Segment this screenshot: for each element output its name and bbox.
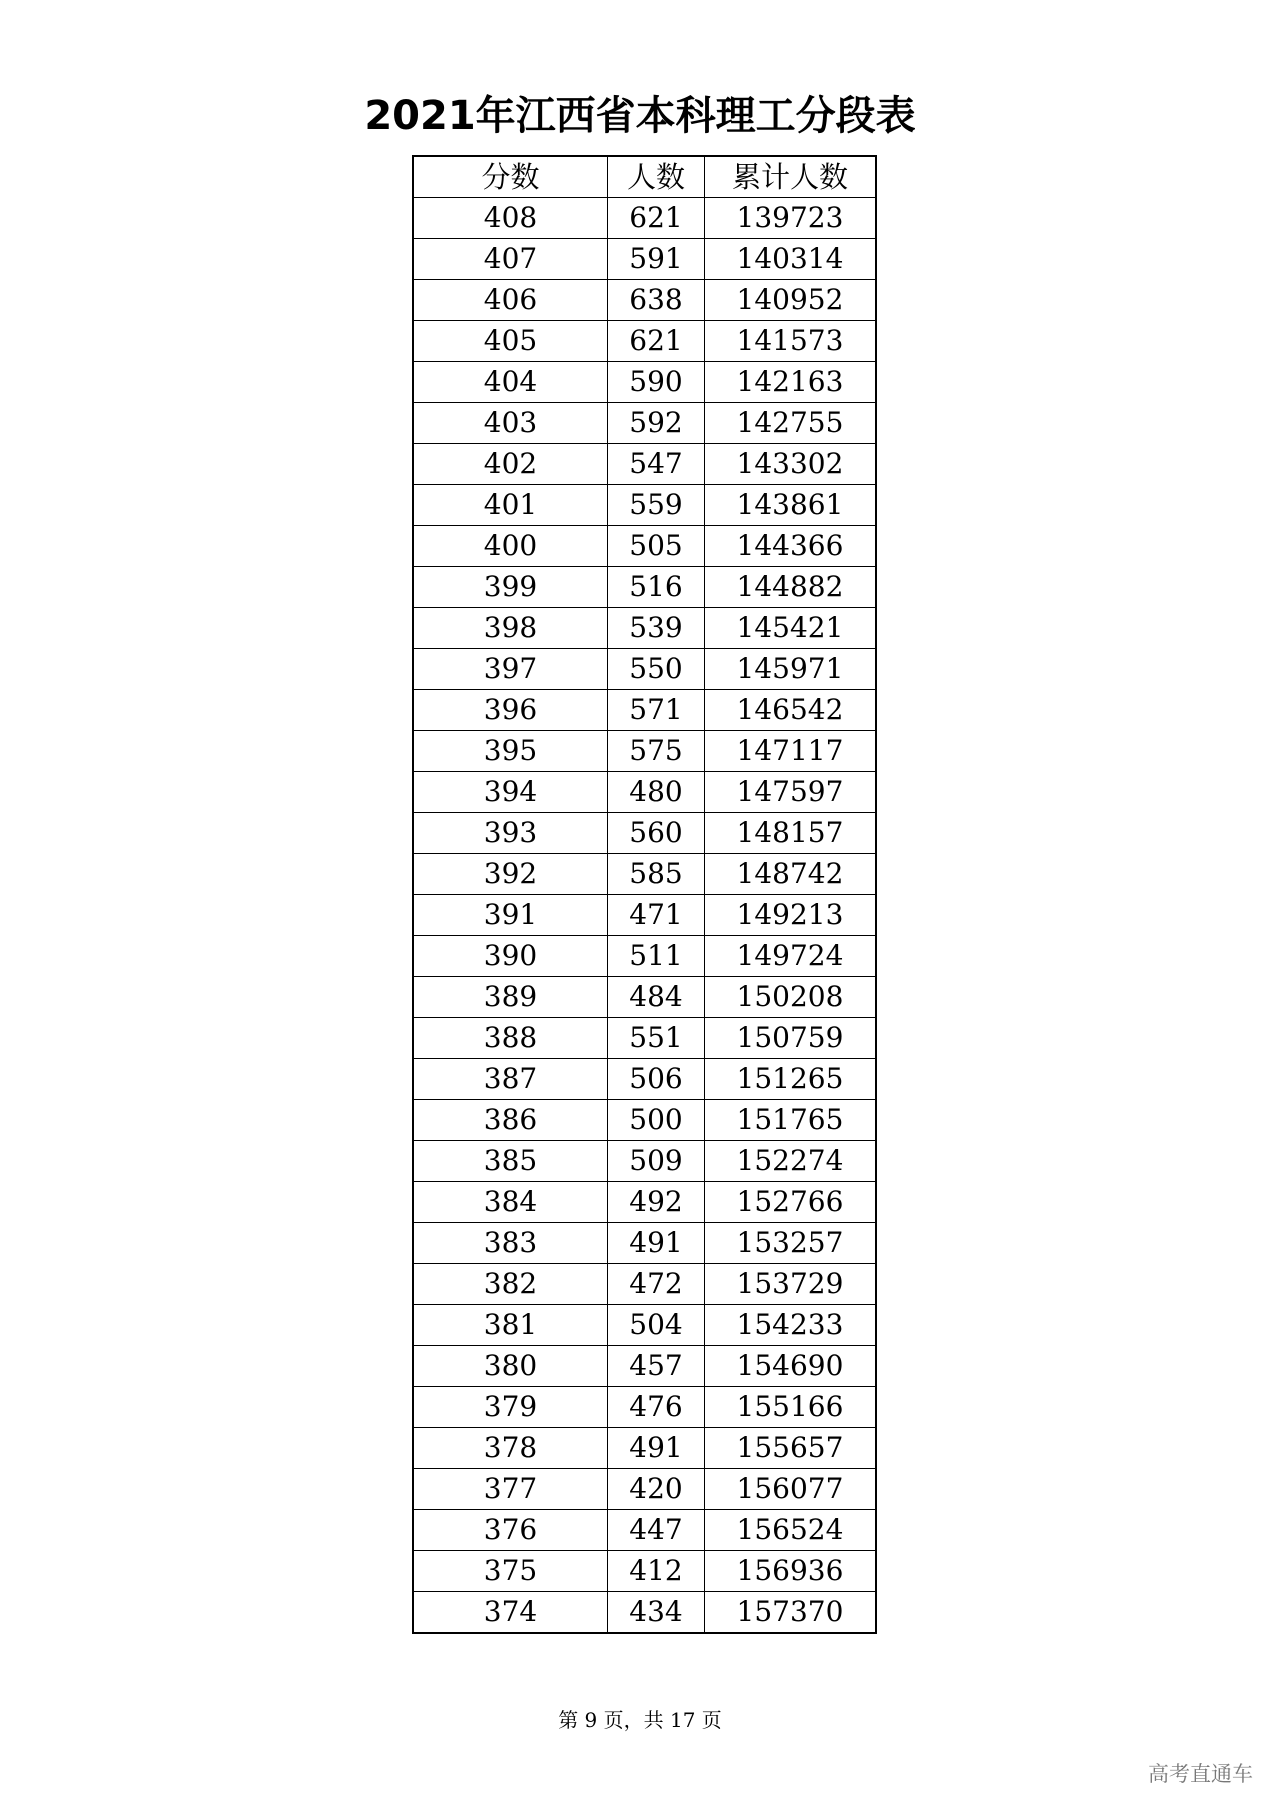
cumulative-cell: 147597 (705, 772, 877, 813)
header-score: 分数 (413, 156, 608, 198)
count-cell: 571 (608, 690, 705, 731)
table-row (413, 813, 876, 854)
count-cell: 491 (608, 1428, 705, 1469)
score-cell: 407 (413, 239, 608, 280)
count-cell: 638 (608, 280, 705, 321)
count-cell: 472 (608, 1264, 705, 1305)
table-row (413, 895, 876, 936)
count-cell: 506 (608, 1059, 705, 1100)
cumulative-cell: 144366 (705, 526, 877, 567)
cumulative-cell: 154690 (705, 1346, 877, 1387)
count-cell: 480 (608, 772, 705, 813)
table-row (413, 1141, 876, 1182)
count-cell: 504 (608, 1305, 705, 1346)
score-cell: 394 (413, 772, 608, 813)
cumulative-cell: 143861 (705, 485, 877, 526)
cumulative-cell: 152274 (705, 1141, 877, 1182)
score-cell: 374 (413, 1592, 608, 1634)
score-cell: 382 (413, 1264, 608, 1305)
cumulative-cell: 151765 (705, 1100, 877, 1141)
score-cell: 380 (413, 1346, 608, 1387)
table-row (413, 1100, 876, 1141)
score-cell: 396 (413, 690, 608, 731)
table-row (413, 608, 876, 649)
score-cell: 387 (413, 1059, 608, 1100)
table-row (413, 198, 876, 239)
cumulative-cell: 149213 (705, 895, 877, 936)
score-cell: 379 (413, 1387, 608, 1428)
table-row (413, 731, 876, 772)
score-cell: 398 (413, 608, 608, 649)
score-cell: 391 (413, 895, 608, 936)
count-cell: 560 (608, 813, 705, 854)
table-row (413, 567, 876, 608)
count-cell: 447 (608, 1510, 705, 1551)
cumulative-cell: 156077 (705, 1469, 877, 1510)
score-cell: 388 (413, 1018, 608, 1059)
score-cell: 386 (413, 1100, 608, 1141)
cumulative-cell: 155166 (705, 1387, 877, 1428)
score-cell: 401 (413, 485, 608, 526)
count-cell: 505 (608, 526, 705, 567)
count-cell: 547 (608, 444, 705, 485)
table-row (413, 690, 876, 731)
score-cell: 399 (413, 567, 608, 608)
count-cell: 509 (608, 1141, 705, 1182)
cumulative-cell: 148742 (705, 854, 877, 895)
count-cell: 492 (608, 1182, 705, 1223)
count-cell: 551 (608, 1018, 705, 1059)
table-row (413, 1346, 876, 1387)
cumulative-cell: 150208 (705, 977, 877, 1018)
table-row (413, 1018, 876, 1059)
table-row (413, 1592, 876, 1634)
table-row (413, 1059, 876, 1100)
cumulative-cell: 140314 (705, 239, 877, 280)
cumulative-cell: 147117 (705, 731, 877, 772)
table-row (413, 1387, 876, 1428)
score-cell: 383 (413, 1223, 608, 1264)
score-cell: 378 (413, 1428, 608, 1469)
cumulative-cell: 143302 (705, 444, 877, 485)
table-row (413, 1551, 876, 1592)
cumulative-cell: 153257 (705, 1223, 877, 1264)
table-row (413, 854, 876, 895)
score-cell: 375 (413, 1551, 608, 1592)
count-cell: 457 (608, 1346, 705, 1387)
score-cell: 385 (413, 1141, 608, 1182)
table-row (413, 1182, 876, 1223)
table-row (413, 321, 876, 362)
table-row (413, 977, 876, 1018)
count-cell: 471 (608, 895, 705, 936)
count-cell: 550 (608, 649, 705, 690)
cumulative-cell: 145971 (705, 649, 877, 690)
page-number: 第 9 页，共 17 页 (558, 1708, 722, 1732)
count-cell: 476 (608, 1387, 705, 1428)
score-cell: 406 (413, 280, 608, 321)
score-table (412, 155, 877, 1634)
header-count: 人数 (608, 156, 705, 198)
count-cell: 539 (608, 608, 705, 649)
table-row (413, 485, 876, 526)
cumulative-cell: 141573 (705, 321, 877, 362)
cumulative-cell: 151265 (705, 1059, 877, 1100)
cumulative-cell: 152766 (705, 1182, 877, 1223)
score-cell: 389 (413, 977, 608, 1018)
count-cell: 590 (608, 362, 705, 403)
score-cell: 408 (413, 198, 608, 239)
cumulative-cell: 142163 (705, 362, 877, 403)
score-cell: 395 (413, 731, 608, 772)
cumulative-cell: 154233 (705, 1305, 877, 1346)
count-cell: 511 (608, 936, 705, 977)
cumulative-cell: 156524 (705, 1510, 877, 1551)
count-cell: 575 (608, 731, 705, 772)
table-row (413, 362, 876, 403)
cumulative-cell: 150759 (705, 1018, 877, 1059)
count-cell: 591 (608, 239, 705, 280)
count-cell: 621 (608, 198, 705, 239)
table-row (413, 1469, 876, 1510)
count-cell: 412 (608, 1551, 705, 1592)
page-title: 2021年江西省本科理工分段表 (364, 93, 916, 139)
cumulative-cell: 155657 (705, 1428, 877, 1469)
table-row (413, 936, 876, 977)
score-cell: 397 (413, 649, 608, 690)
score-cell: 392 (413, 854, 608, 895)
table-row (413, 403, 876, 444)
cumulative-cell: 140952 (705, 280, 877, 321)
count-cell: 491 (608, 1223, 705, 1264)
cumulative-cell: 149724 (705, 936, 877, 977)
score-cell: 400 (413, 526, 608, 567)
table-row (413, 280, 876, 321)
cumulative-cell: 145421 (705, 608, 877, 649)
cumulative-cell: 156936 (705, 1551, 877, 1592)
score-cell: 403 (413, 403, 608, 444)
cumulative-cell: 153729 (705, 1264, 877, 1305)
table-row (413, 239, 876, 280)
cumulative-cell: 139723 (705, 198, 877, 239)
count-cell: 516 (608, 567, 705, 608)
score-cell: 404 (413, 362, 608, 403)
score-cell: 381 (413, 1305, 608, 1346)
score-cell: 405 (413, 321, 608, 362)
score-cell: 376 (413, 1510, 608, 1551)
cumulative-cell: 148157 (705, 813, 877, 854)
score-cell: 377 (413, 1469, 608, 1510)
cumulative-cell: 142755 (705, 403, 877, 444)
score-cell: 384 (413, 1182, 608, 1223)
count-cell: 434 (608, 1592, 705, 1634)
table-row (413, 526, 876, 567)
table-header-row (413, 156, 876, 198)
cumulative-cell: 146542 (705, 690, 877, 731)
table-row (413, 1428, 876, 1469)
score-cell: 402 (413, 444, 608, 485)
watermark: 高考直通车 (1148, 1762, 1253, 1786)
count-cell: 621 (608, 321, 705, 362)
table-row (413, 444, 876, 485)
count-cell: 559 (608, 485, 705, 526)
table-row (413, 1223, 876, 1264)
table-row (413, 649, 876, 690)
count-cell: 420 (608, 1469, 705, 1510)
cumulative-cell: 157370 (705, 1592, 877, 1634)
header-cumulative: 累计人数 (705, 156, 877, 198)
count-cell: 585 (608, 854, 705, 895)
table-row (413, 1305, 876, 1346)
score-cell: 393 (413, 813, 608, 854)
table-row (413, 1264, 876, 1305)
score-cell: 390 (413, 936, 608, 977)
cumulative-cell: 144882 (705, 567, 877, 608)
count-cell: 500 (608, 1100, 705, 1141)
count-cell: 484 (608, 977, 705, 1018)
table-row (413, 1510, 876, 1551)
table-row (413, 772, 876, 813)
count-cell: 592 (608, 403, 705, 444)
